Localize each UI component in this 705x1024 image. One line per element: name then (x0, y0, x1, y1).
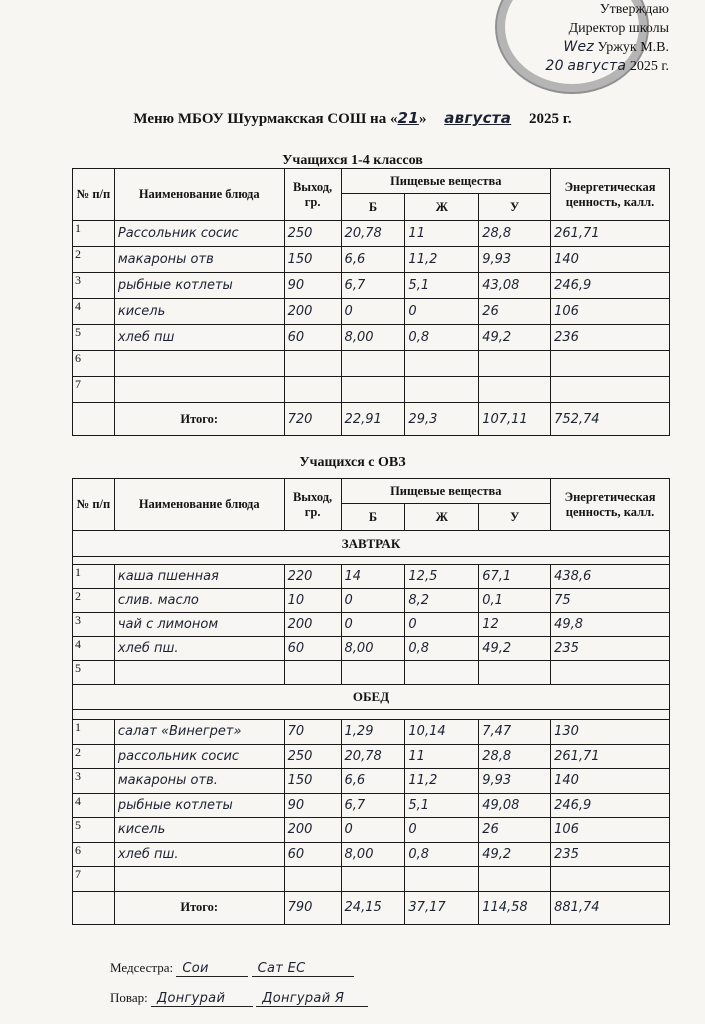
col-nutrients-header: Пищевые вещества (341, 479, 551, 504)
dish-protein: 0 (341, 818, 405, 843)
table-row (73, 720, 670, 745)
table-row (73, 637, 670, 661)
menu-table-grades-1-4 (72, 168, 670, 436)
total-carb: 114,58 (479, 891, 551, 924)
dish-protein: 0 (341, 299, 405, 325)
col-fat-header: Ж (405, 504, 479, 531)
total-fat: 29,3 (405, 403, 479, 436)
dish-fat: 0 (405, 818, 479, 843)
row-number: 5 (73, 661, 115, 685)
dish-carb: 7,47 (479, 720, 551, 745)
dish-protein: 8,00 (341, 325, 405, 351)
dish-energy: 261,71 (551, 744, 670, 769)
dish-energy: 106 (551, 299, 670, 325)
dish-carb (479, 661, 551, 685)
cook-label: Повар: (110, 990, 148, 1005)
table-row (73, 661, 670, 685)
menu-year: 2025 г. (528, 111, 572, 127)
dish-yield: 200 (284, 613, 341, 637)
dish-yield (284, 867, 341, 892)
dish-yield: 90 (284, 793, 341, 818)
dish-protein: 6,6 (341, 769, 405, 794)
col-yield-header: Выход, гр. (284, 169, 341, 221)
dish-yield: 70 (284, 720, 341, 745)
total-yield: 720 (284, 403, 341, 436)
dish-energy: 246,9 (551, 793, 670, 818)
total-label: Итого: (114, 403, 284, 436)
col-energy-header: Энергетическая ценность, калл. (551, 169, 670, 221)
row-number: 2 (73, 744, 115, 769)
table-row (73, 247, 670, 273)
dish-energy: 235 (551, 842, 670, 867)
dish-fat: 12,5 (405, 565, 479, 589)
dish-energy (551, 867, 670, 892)
dish-protein: 6,6 (341, 247, 405, 273)
row-number: 4 (73, 637, 115, 661)
dish-protein: 8,00 (341, 842, 405, 867)
cook-signature-line (110, 990, 368, 1007)
page-title: Меню МБОУ Шуурмакская СОШ на «21» августа 2025 г. (133, 109, 572, 127)
total-yield: 790 (284, 891, 341, 924)
col-num-header: № п/п (73, 479, 115, 531)
dish-yield: 60 (284, 637, 341, 661)
dish-fat (405, 867, 479, 892)
table2-caption: Учащихся с ОВЗ (299, 455, 406, 470)
col-yield-header: Выход, гр. (284, 479, 341, 531)
row-number: 6 (73, 842, 115, 867)
total-label: Итого: (114, 891, 284, 924)
row-number: 5 (73, 325, 115, 351)
table-row (73, 273, 670, 299)
row-number: 3 (73, 769, 115, 794)
dish-yield: 250 (284, 744, 341, 769)
dish-carb: 9,93 (479, 247, 551, 273)
dish-name: кисель (114, 818, 284, 843)
table-row (73, 793, 670, 818)
dish-carb: 49,2 (479, 637, 551, 661)
table-row (73, 867, 670, 892)
col-nutrients-header: Пищевые вещества (341, 169, 551, 194)
dish-energy: 261,71 (551, 221, 670, 247)
dish-protein: 6,7 (341, 793, 405, 818)
nurse-signature-line (110, 960, 354, 977)
dish-yield: 60 (284, 325, 341, 351)
dish-protein: 14 (341, 565, 405, 589)
col-energy-header: Энергетическая ценность, калл. (551, 479, 670, 531)
cook-name: Донгурай Я (256, 991, 368, 1007)
total-protein: 24,15 (341, 891, 405, 924)
menu-month: августа (444, 109, 512, 127)
dish-protein: 0 (341, 613, 405, 637)
approval-date-month: августа (567, 58, 627, 74)
dish-carb: 67,1 (479, 565, 551, 589)
dish-fat (405, 351, 479, 377)
dish-carb: 26 (479, 299, 551, 325)
dish-fat: 11 (405, 744, 479, 769)
row-number: 1 (73, 565, 115, 589)
col-num-header: № п/п (73, 169, 115, 221)
dish-fat: 5,1 (405, 273, 479, 299)
dish-name: салат «Винегрет» (114, 720, 284, 745)
dish-energy: 49,8 (551, 613, 670, 637)
row-number: 7 (73, 377, 115, 403)
dish-name: хлеб пш. (114, 637, 284, 661)
dish-yield: 150 (284, 769, 341, 794)
dish-energy: 106 (551, 818, 670, 843)
dish-energy: 130 (551, 720, 670, 745)
dish-protein (341, 351, 405, 377)
dish-protein: 20,78 (341, 744, 405, 769)
dish-protein: 0 (341, 589, 405, 613)
row-number: 4 (73, 299, 115, 325)
total-protein: 22,91 (341, 403, 405, 436)
approval-position: Директор школы (568, 21, 669, 36)
row-number: 4 (73, 793, 115, 818)
dish-carb: 49,08 (479, 793, 551, 818)
dish-energy: 140 (551, 769, 670, 794)
dish-protein (341, 867, 405, 892)
dish-carb: 26 (479, 818, 551, 843)
row-number: 3 (73, 613, 115, 637)
total-carb: 107,11 (479, 403, 551, 436)
dish-name (114, 661, 284, 685)
row-number: 1 (73, 221, 115, 247)
dish-name: кисель (114, 299, 284, 325)
row-number: 2 (73, 589, 115, 613)
table-row (73, 221, 670, 247)
dish-energy: 75 (551, 589, 670, 613)
table-row (73, 744, 670, 769)
dish-yield: 90 (284, 273, 341, 299)
col-carb-header: У (479, 194, 551, 221)
dish-energy (551, 377, 670, 403)
table1-total-row (73, 403, 670, 436)
dish-name: хлеб пш (114, 325, 284, 351)
dish-name (114, 377, 284, 403)
dish-yield (284, 377, 341, 403)
table-row (73, 351, 670, 377)
dish-yield: 200 (284, 299, 341, 325)
dish-carb: 12 (479, 613, 551, 637)
col-dish-header: Наименование блюда (114, 169, 284, 221)
dish-name: каша пшенная (114, 565, 284, 589)
dish-fat: 0,8 (405, 325, 479, 351)
dish-name: рыбные котлеты (114, 273, 284, 299)
dish-carb: 49,2 (479, 842, 551, 867)
table1-caption: Учащихся 1-4 классов (282, 153, 423, 168)
dish-energy: 235 (551, 637, 670, 661)
table-row (73, 325, 670, 351)
dish-yield: 220 (284, 565, 341, 589)
dish-fat: 10,14 (405, 720, 479, 745)
dish-energy: 438,6 (551, 565, 670, 589)
table-row (73, 842, 670, 867)
dish-fat: 5,1 (405, 793, 479, 818)
table2-total-row (73, 891, 670, 924)
dish-fat (405, 377, 479, 403)
dish-energy: 246,9 (551, 273, 670, 299)
dish-energy: 140 (551, 247, 670, 273)
dish-protein: 1,29 (341, 720, 405, 745)
row-number: 7 (73, 867, 115, 892)
table1-body (73, 221, 670, 403)
cook-signature: Донгурай (151, 991, 253, 1007)
dish-yield: 10 (284, 589, 341, 613)
dish-yield: 200 (284, 818, 341, 843)
dish-fat: 11 (405, 221, 479, 247)
table-row (73, 613, 670, 637)
dish-fat (405, 661, 479, 685)
dish-fat: 11,2 (405, 247, 479, 273)
breakfast-body (73, 565, 670, 685)
dish-carb: 49,2 (479, 325, 551, 351)
menu-day: 21 (397, 109, 419, 127)
dish-energy (551, 661, 670, 685)
dish-name: рыбные котлеты (114, 793, 284, 818)
row-number: 1 (73, 720, 115, 745)
dish-yield: 250 (284, 221, 341, 247)
dish-protein: 8,00 (341, 637, 405, 661)
col-fat-header: Ж (405, 194, 479, 221)
dish-fat: 0 (405, 299, 479, 325)
dish-energy (551, 351, 670, 377)
table-row (73, 818, 670, 843)
col-carb-header: У (479, 504, 551, 531)
menu-table-ovz (72, 478, 670, 925)
row-number: 3 (73, 273, 115, 299)
total-fat: 37,17 (405, 891, 479, 924)
dish-name: рассольник сосис (114, 744, 284, 769)
dish-carb: 0,1 (479, 589, 551, 613)
table-row (73, 565, 670, 589)
dish-protein (341, 377, 405, 403)
dish-name: чай с лимоном (114, 613, 284, 637)
dish-carb: 43,08 (479, 273, 551, 299)
lunch-section-label: ОБЕД (73, 685, 670, 710)
total-energy: 752,74 (551, 403, 670, 436)
approval-date-day: 20 (545, 58, 564, 74)
row-number: 5 (73, 818, 115, 843)
approval-word: Утверждаю (599, 2, 669, 17)
dish-yield (284, 351, 341, 377)
dish-name: макароны отв. (114, 769, 284, 794)
breakfast-section-label: ЗАВТРАК (73, 531, 670, 557)
dish-fat: 11,2 (405, 769, 479, 794)
approval-block (545, 0, 669, 76)
dish-carb: 28,8 (479, 744, 551, 769)
total-energy: 881,74 (551, 891, 670, 924)
dish-name (114, 867, 284, 892)
dish-yield (284, 661, 341, 685)
lunch-body (73, 720, 670, 892)
nurse-signature: Сои (176, 961, 248, 977)
nurse-label: Медсестра: (110, 960, 174, 975)
dish-protein (341, 661, 405, 685)
director-name: Уржук М.В. (597, 40, 669, 55)
director-signature: Wez (563, 39, 595, 55)
dish-yield: 150 (284, 247, 341, 273)
dish-carb: 28,8 (479, 221, 551, 247)
dish-carb (479, 351, 551, 377)
col-dish-header: Наименование блюда (114, 479, 284, 531)
table-row (73, 299, 670, 325)
dish-fat: 0 (405, 613, 479, 637)
dish-fat: 0,8 (405, 842, 479, 867)
dish-name: хлеб пш. (114, 842, 284, 867)
table-row (73, 377, 670, 403)
nurse-name: Сат ЕС (252, 961, 354, 977)
dish-protein: 6,7 (341, 273, 405, 299)
col-protein-header: Б (341, 194, 405, 221)
dish-name: Рассольник сосис (114, 221, 284, 247)
dish-carb: 9,93 (479, 769, 551, 794)
table-row (73, 769, 670, 794)
dish-name: макароны отв (114, 247, 284, 273)
approval-year: 2025 г. (629, 59, 669, 74)
dish-name: слив. масло (114, 589, 284, 613)
row-number: 6 (73, 351, 115, 377)
dish-name (114, 351, 284, 377)
row-number: 2 (73, 247, 115, 273)
dish-carb (479, 377, 551, 403)
dish-protein: 20,78 (341, 221, 405, 247)
dish-fat: 0,8 (405, 637, 479, 661)
dish-carb (479, 867, 551, 892)
table-row (73, 589, 670, 613)
dish-energy: 236 (551, 325, 670, 351)
dish-yield: 60 (284, 842, 341, 867)
dish-fat: 8,2 (405, 589, 479, 613)
col-protein-header: Б (341, 504, 405, 531)
